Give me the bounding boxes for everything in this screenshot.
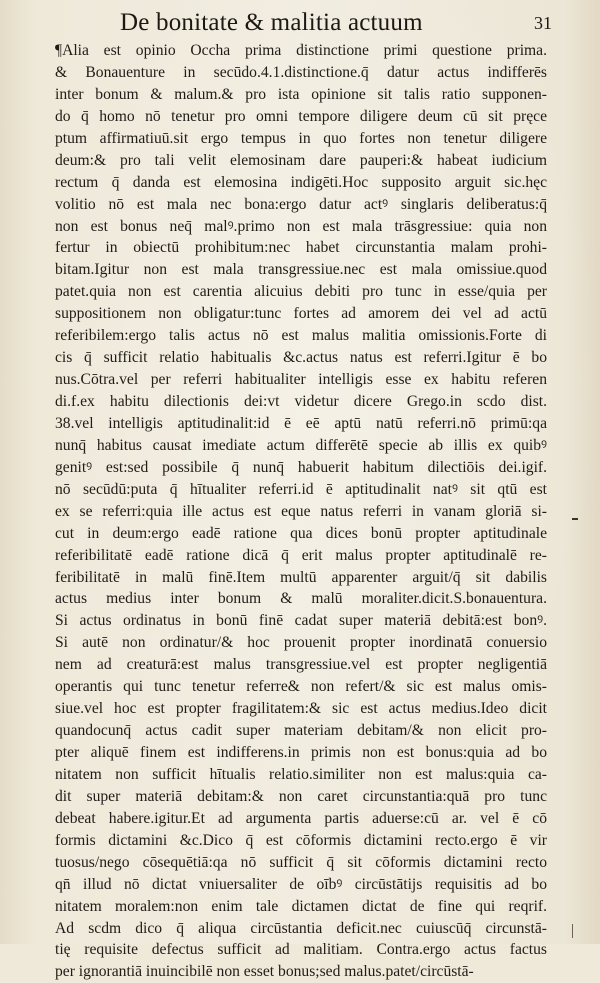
text-line: di.f.ex habitu dilectionis dei:vt videtur dicere Grego.in scdo dist. [55, 393, 547, 410]
text-line: Si actus ordinatus in bonū finē cadat super materiā debitā:est bonꝰ. [55, 612, 547, 630]
text-line: cis q̄ sufficit relatio habitualis &c.actus natus est referri.Igitur ē bo [55, 349, 547, 367]
folio-number: 31 [534, 13, 552, 33]
text-line: dit super materiā debitam:& non caret circunstantia:quā pro tunc [55, 787, 547, 805]
text-line: Si autē non ordinatur/& hoc prouenit propter inordinatā conuersio [55, 634, 547, 652]
text-line: per ignorantiā inuincibilē non esset bonus;sed malus.patet/circūstā- [55, 963, 474, 981]
text-line: operantis qui tunc tenetur referre& non refert/& sic est malus omis- [55, 678, 547, 696]
text-line: inter bonum & malum.& pro ista opinione sit talis ratio supponen- [55, 85, 547, 103]
text-block [55, 40, 547, 983]
text-line: tuosus/nego cōsequētiā:qa nō sufficit q̄ sit cōformis dictamini recto [55, 853, 547, 871]
text-line: volitio nō est mala nec bona:ergo datur actꝰ singlaris deliberatus:q̄ [55, 195, 547, 213]
text-line: ptum affirmatiuū.sit ergo tempus in quo fortes non tenetur diligere [55, 129, 547, 147]
text-line: tię requisite defectus sufficit ad malitiam. Contra.ergo actus factus [55, 941, 547, 959]
page-header [120, 8, 560, 38]
text-line: nitatem moralem:non enim tale dictamen dictat de fine qui reqrif. [55, 897, 547, 915]
text-line: ¶Alia est opinio Occha prima distinctione primi questione prima. [55, 42, 547, 59]
text-line: rectum q̄ danda est elemosina indigēti.Hoc supposito arguit sic.hęc [55, 173, 547, 191]
text-line: cut in deum:ergo eadē ratione qua dices bonū propter aptitudinale [55, 524, 547, 542]
text-line: genitꝰ est:sed possibile q̄ nunq̄ habuerit habitum dilectiōis dei.igif. [55, 458, 547, 476]
text-line: actus medius inter bonum & malū moraliter.dicit.S.bonauentura. [55, 590, 547, 608]
text-line: ex se referri:quia ille actus est eque natus referri in vanam gloriā si- [55, 502, 547, 520]
running-title: De bonitate & malitia actuum [120, 9, 423, 36]
text-line: & Bonauenture in secūdo.4.1.distinctione.q̄ datur actus indifferēs [55, 63, 547, 81]
text-line: pter aliquē finem est indifferens.in primis non est bonus:quia ad bo [55, 744, 547, 761]
text-line: suppositionem non obligatur:tunc fortes ad amorem dei vel ad actū [55, 305, 547, 323]
text-line: debeat habere.igitur.Et ad argumenta partis aduerse:cū ar. vel ē cō [55, 809, 547, 827]
text-line: nitatem non sufficit hītualis relatio.similiter non est malus:quia ca- [55, 765, 547, 783]
text-line: fertur in obiectū prohibitum:nec habet circunstantia malam prohi- [55, 239, 547, 257]
text-line: non est bonus neq̄ malꝰ.primo non est mala trāsgressiue: quia non [55, 217, 547, 235]
text-line: Ad scdm dico q̄ aliqua circūstantia deficit.nec cuiuscūq̄ circunstā- [55, 919, 547, 937]
text-line: bitam.Igitur non est mala transgressiue.nec est mala omissiue.quod [55, 261, 547, 279]
text-line: siue.vel hoc est propter fragilitatem:& sic est actus medius.Ideo dicit [55, 700, 547, 718]
text-line: referibilitatē eadē ratione dicā q̄ erit malus propter aptitudinalē re- [55, 546, 547, 564]
text-line: formis dictamini &c.Dico q̄ est cōformis dictamini recto.ergo ē vir [55, 831, 547, 849]
text-line: patet.quia non est carentia alicuius debiti pro tunc in esse/quia per [55, 283, 547, 301]
margin-rule [572, 924, 573, 938]
text-line: do q̄ homo nō tenetur pro omni tempore diligere deum cū sit pręce [55, 107, 547, 125]
text-line: nunq̄ habitus causat imediate actum differētē specie ab illis ex quibꝰ [55, 436, 547, 454]
text-line: referibilem:ergo talis actus nō est malus malitia omissionis.Forte di [55, 327, 547, 345]
margin-mark [572, 518, 578, 520]
text-line: nō secūdū:puta q̄ hītualiter referri.id ē aptitudinalit natꝰ sit qtū est [55, 480, 547, 498]
text-line: qn̄ illud nō dictat vniuersaliter de oībꝰ circūstātijs requisitis ad bo [55, 875, 547, 893]
text-line: feribilitatē in malū finē.Item multū apparenter arguit/q̄ sit dabilis [55, 568, 547, 586]
text-line: deum:& pro tali velit elemosinam dare pauperi:& habeat iudicium [55, 151, 547, 169]
text-line: quandocunq̄ actus cadit super materiam debitam/& non elicit pro- [55, 722, 547, 740]
text-line: 38.vel intelligis aptitudinalit:id ē eē aptū natū referri.nō primū:qa [55, 414, 547, 432]
text-line: nus.Cōtra.vel per referri habitualiter intelligis esse ex habitu referen [55, 371, 547, 389]
text-line: nem ad creaturā:est malus transgressiue.vel est propter negligentiā [55, 656, 547, 674]
